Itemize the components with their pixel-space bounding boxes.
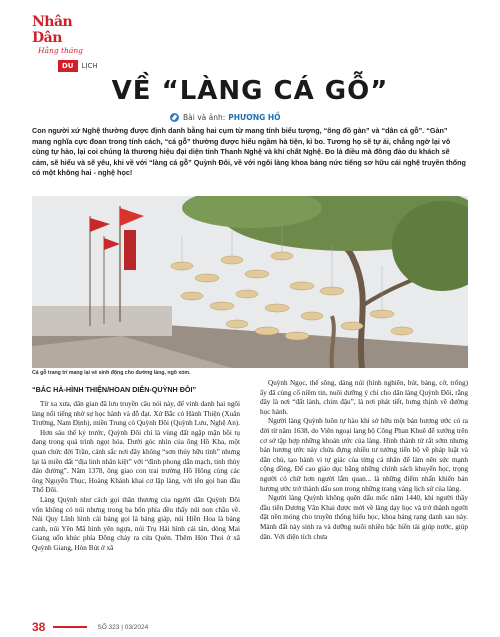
section-subhead: “BẮC HÀ-HÌNH THIỆN/HOAN DIỄN-QUỲNH ĐÔI” [32, 385, 197, 394]
masthead-logo [32, 14, 92, 55]
issue-info: SỐ 323 | 03/2024 [97, 623, 149, 631]
paragraph: Làng Quỳnh như cách gọi thân thương của người dân Quỳnh Đôi vốn không có núi nhưng trong ba bốn phía đều thấy núi non chầu về. Núi Quy Lĩnh hình cái bảng gọi là bảng giáp, núi Hiền Hoa là bảng canh, núi Yên Mã hình yên ngựa, núi Trụ Hải hình cái tán, dòng Mai Giang uốn khúc phía Đông chảy ra cửa Quèn. Thêm Hòn Thoi ở xã Quỳnh Giang, Hòn Bút ở xã [32, 495, 240, 552]
photo-caption: Cá gỗ trang trí mang lại vẻ sinh động cho đường làng, ngõ xóm. [32, 370, 191, 376]
brand-subtitle: Hằng tháng [38, 46, 83, 55]
paragraph: Người làng Quỳnh không quên dấu mốc năm 1440, khi người thầy đầu tiên Dương Văn Khai được mời về làng dạy học và trở thành người đặt nền móng cho truyền thống hiếu học, khoa bảng rạng danh sau này. Mảnh đất này sinh ra và dưỡng nuôi nhiều bậc hiền tài giúp nước, giúp dân. Với diện tích chưa [260, 494, 468, 541]
footer-rule [53, 626, 87, 628]
paragraph: Từ xa xưa, dân gian đã lưu truyền câu nói này, để vinh danh hai ngôi làng nổi tiếng nhờ sự học hành và đỗ đạt. Xứ Bắc có Hành Thiện (Xuân Trường, Nam Định), miền Trung có Quỳnh Đôi (Quỳnh Lưu, Nghệ An). [32, 400, 240, 428]
page-footer [32, 620, 148, 634]
section-tag [58, 60, 102, 72]
byline-author: PHƯƠNG HỒ [228, 113, 281, 122]
section-tag-highlight: DU [58, 60, 78, 72]
article-column-left [32, 385, 240, 554]
article-column-right [260, 379, 468, 542]
byline-prefix: Bài và ảnh: [183, 113, 226, 122]
pen-icon [170, 113, 179, 122]
brand-name: Nhân Dân [32, 14, 73, 46]
byline [170, 113, 281, 122]
paragraph: Hơn sáu thế kỷ trước, Quỳnh Đôi chỉ là vùng đất ngập mặn bồi tụ đang trong quá trình ngọt hóa. Dưới góc nhìn của ông Hồ Kha, một quan chức đời Trần, cảnh sắc nơi đây không “sơn thủy hữu tình” nhưng lại là miền đất “địa linh nhân kiệt” với “đình phong dẫn mạch, tinh thủy đáo đường”. Năm 1378, ông giao con trai trưởng Hồ Hông cùng các ông Nguyễn Thục, Hoàng Khánh khai cơ lập làng, với tên gọi ban đầu Thổ Đôi. [32, 428, 240, 495]
paragraph: Người làng Quỳnh luôn tự hào khi sở hữu một bản hương ước có ra đời từ năm 1638, do Viên ngoại lang bộ Công Phan Khuê để xướng trên cơ sở tập hợp những khoán ước của làng. Hình thành từ rất sớm nhưng bản hương ước này chứa đựng nhiều tư tưởng tiến bộ về pháp luật và dân chủ, tạo hành vi tự giác của từng cá nhân để làm nên sức mạnh cộng đồng. Để cao giáo dục bằng những chính sách khuyến học, trọng người có chữ hơn người lắm quan... là những điểm nhấn khiến bản hương ước trở thành dấu son trong những trang vàng lịch sử của làng. [260, 417, 468, 493]
article-headline: VỀ “LÀNG CÁ GỖ” [111, 76, 389, 106]
article-lede: Con người xứ Nghệ thường được định danh bằng hai cụm từ mang tính biểu tượng, “ông đồ gàn” và “dân cá gỗ”. “Gàn” mang nghĩa cực đoan trong tính cách, “cá gỗ” thường được hiểu ngầm hà tiện, kỉ bo. Tương họ sẽ tự ái, chẳng ngờ lại vô cùng tự hào, lại coi chúng là thương hiệu đại diện tỉnh Thanh Nghệ và khí chất Nghệ. Đo là điều mà đông đảo du khách sẽ cảm, sẽ hiểu và sẽ yêu, khi về với “làng cá gỗ” Quỳnh Đôi, về với ngôi làng khoa bảng nức tiếng sơ hữu cái nghệ truyền thống có một không hai - nghệ học! [32, 126, 466, 178]
page-number: 38 [32, 620, 46, 634]
article-photo [32, 196, 468, 368]
section-tag-label: LỊCH [81, 62, 98, 70]
paragraph: Quỳnh Ngọc, thế sông, dáng núi (hình nghiên, bút, bảng, cờ, trống) ấy đã cùng cố niềm tin, nuôi dưỡng ý chí cho dân làng Quỳnh Đôi, rằng đây là nơi “đất lành, chim đậu”, là nơi phát tiết, hưng thịnh về đường học hành. [260, 379, 468, 416]
